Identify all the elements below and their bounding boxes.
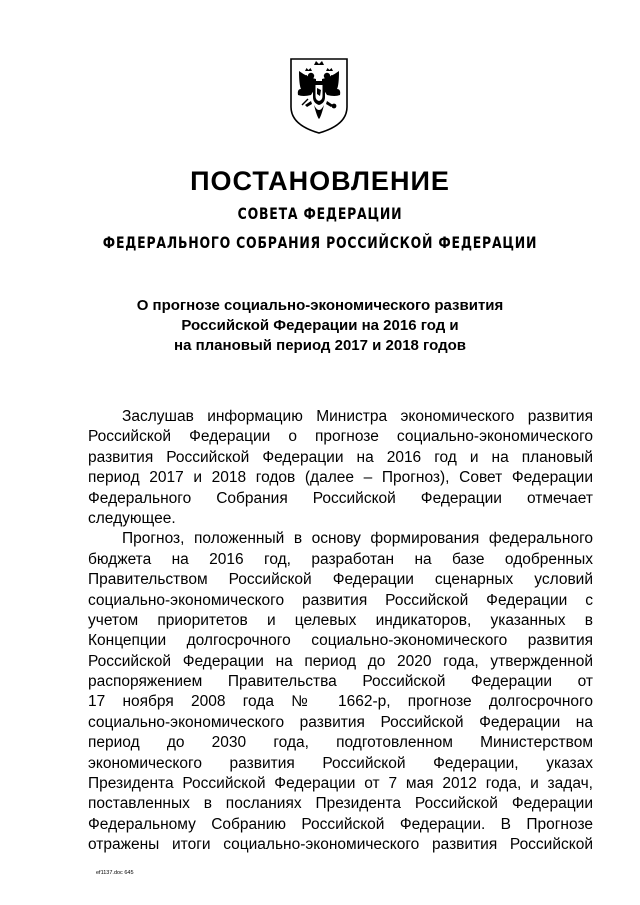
document-body — [88, 407, 593, 856]
text-line: Федеральному Собранию Российской Федерации. В Прогнозе — [88, 815, 593, 833]
issuer-line-1: СОВЕТА ФЕДЕРАЦИИ — [237, 204, 403, 223]
paragraph-2 — [88, 529, 593, 855]
text-line: поставленных в посланиях Президента Российской Федерации — [88, 795, 593, 813]
text-line: учетом приоритетов и целевых индикаторов, указанных в — [88, 611, 593, 629]
text-line: Президента Российской Федерации от 7 мая 2012 года, и задач, — [88, 775, 593, 793]
text-line: следующее. — [88, 509, 176, 527]
paragraph-1 — [88, 407, 593, 529]
text-line: социально-экономического развития Российской Федерации на — [88, 713, 593, 731]
russian-coat-of-arms-icon — [287, 55, 351, 135]
text-line: Концепции долгосрочного социально-экономического развития — [88, 632, 593, 650]
subject-line: Российской Федерации на 2016 год и — [181, 317, 459, 334]
text-line: Заслушав информацию Министра экономического развития — [122, 408, 593, 425]
text-line: развития Российской Федерации на 2016 год и на плановый — [88, 448, 593, 466]
text-line: период до 2030 года, подготовленном Министерством — [88, 734, 593, 752]
text-line: социально-экономического развития Российской Федерации с — [88, 591, 593, 609]
text-line: отражены итоги социально-экономического развития Российской — [88, 836, 593, 854]
text-line: Правительством Российской Федерации сценарных условий — [88, 571, 593, 589]
text-line: период 2017 и 2018 годов (далее – Прогноз), Совет Федерации — [88, 469, 593, 487]
text-line: Федерального Собрания Российской Федерации отмечает — [88, 489, 593, 507]
text-line: распоряжением Правительства Российской Федерации от — [88, 673, 593, 691]
document-file-reference: ef1137.doc 645 — [96, 870, 134, 876]
text-line: экономического развития Российской Федерации, указах — [88, 754, 593, 772]
text-line: 17 ноября 2008 года № 1662-р, прогнозе долгосрочного — [88, 693, 593, 711]
text-line: Российской Федерации на период до 2020 года, утвержденной — [88, 652, 593, 670]
document-title: ПОСТАНОВЛЕНИЕ — [190, 166, 450, 196]
issuer-line-2: ФЕДЕРАЛЬНОГО СОБРАНИЯ РОССИЙСКОЙ ФЕДЕРАЦИИ — [102, 233, 538, 252]
document-subject — [100, 296, 540, 356]
text-line: Российской Федерации о прогнозе социально-экономического — [88, 428, 593, 446]
text-line: бюджета на 2016 год, разработан на базе одобренных — [88, 550, 593, 568]
subject-line: на плановый период 2017 и 2018 годов — [174, 337, 466, 354]
subject-line: О прогнозе социально-экономического развития — [136, 297, 504, 314]
text-line: Прогноз, положенный в основу формирования федерального — [122, 530, 593, 548]
